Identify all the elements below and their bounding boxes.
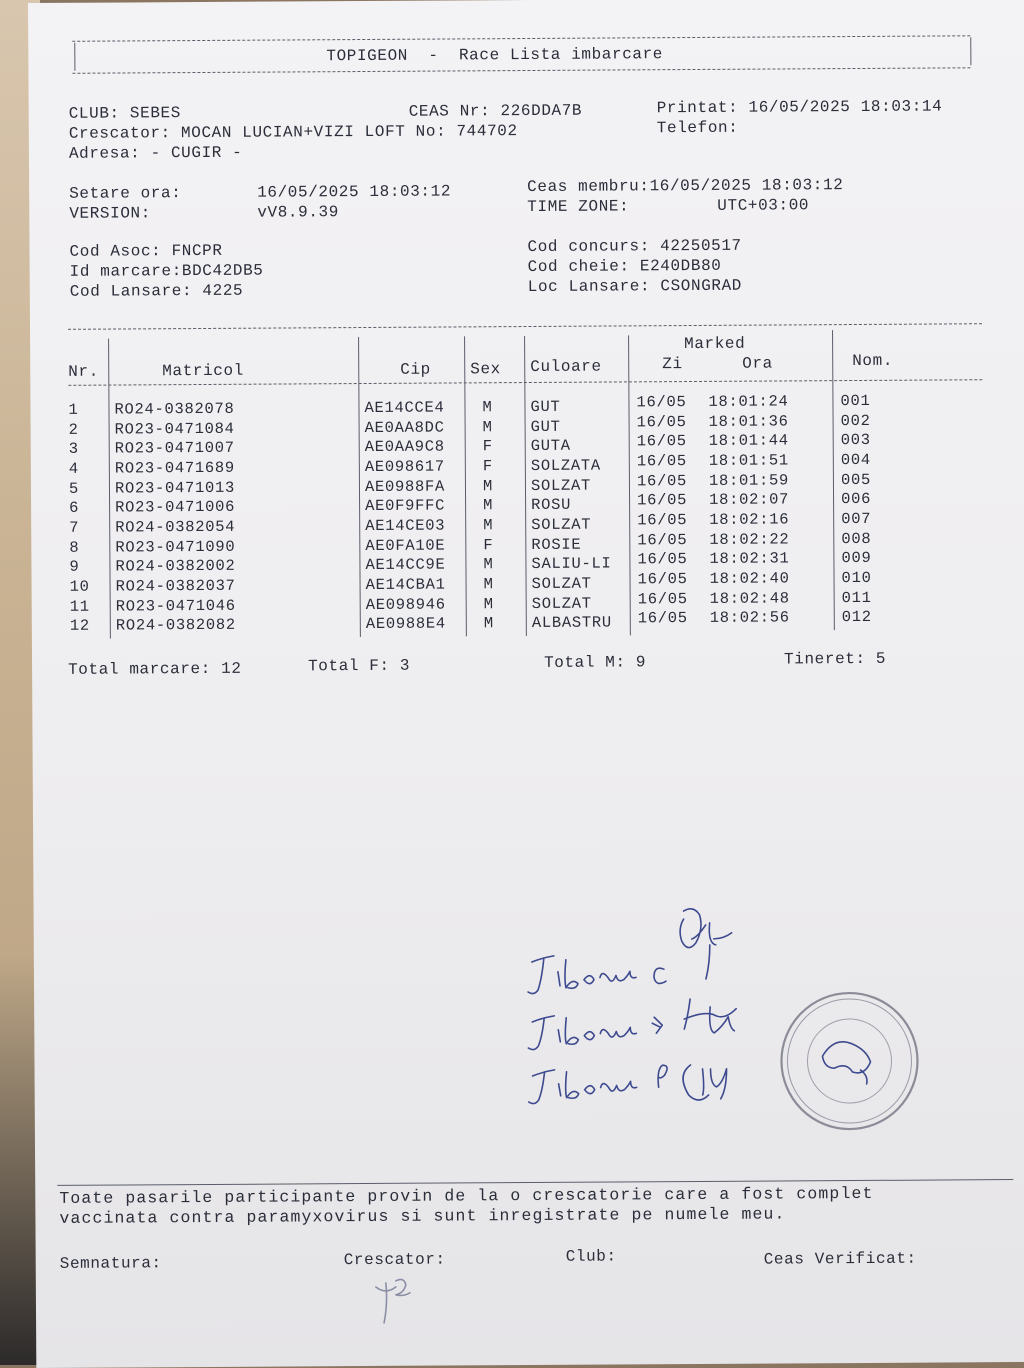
cell-cip: AE098617 (364, 457, 445, 476)
cell-nom: 009 (841, 549, 872, 568)
club-signature-label: Club: (565, 1247, 617, 1266)
header-nr: Nr. (68, 362, 99, 381)
cell-nom: 011 (841, 588, 872, 607)
table-header-top-rule (68, 323, 982, 330)
cell-nom: 007 (841, 509, 872, 528)
cell-matricol: RO24-0382002 (115, 556, 236, 576)
cell-sex: M (482, 476, 494, 495)
cell-matricol: RO23-0471013 (114, 478, 236, 498)
cell-cip: AE0FA10E (365, 536, 446, 555)
marking-id: Id marcare:BDC42DB5 (69, 261, 264, 281)
cell-sex: M (482, 398, 493, 417)
printed-date: Printat: 16/05/2025 18:03:14 (656, 97, 943, 118)
time-setting-label: Setare ora: (69, 184, 182, 203)
cell-nr: 9 (69, 557, 80, 576)
cell-sex: M (483, 555, 494, 574)
cell-nom: 006 (841, 490, 872, 509)
cell-cip: AE0AA8DC (364, 418, 445, 437)
cell-nr: 12 (69, 616, 90, 635)
cell-nom: 008 (841, 529, 872, 548)
cell-sex: M (483, 496, 494, 515)
cell-ora: 18:02:56 (709, 608, 790, 628)
cell-matricol: RO24-0382054 (115, 517, 236, 537)
cell-ora: 18:02:40 (709, 569, 790, 588)
cell-matricol: RO23-0471084 (114, 419, 235, 439)
cell-cip: AE0988E4 (365, 614, 446, 634)
version-label: VERSION: (69, 204, 151, 223)
association-code: Cod Asoc: FNCPR (69, 241, 223, 261)
cell-cip: AE0F9FFC (365, 496, 446, 516)
cell-nom: 002 (840, 411, 871, 430)
cell-cip: AE14CBA1 (365, 575, 446, 594)
signature-label: Semnatura: (59, 1254, 162, 1273)
total-marked: Total marcare: 12 (68, 659, 242, 679)
cell-culoare: GUT (530, 417, 561, 436)
cell-nr: 10 (69, 577, 90, 596)
cell-ora: 18:01:51 (708, 451, 789, 470)
cell-nom: 001 (840, 391, 871, 411)
title-top-rule (72, 35, 970, 41)
cell-matricol: RO24-0382078 (114, 399, 235, 419)
release-code: Cod Lansare: 4225 (69, 281, 244, 301)
cell-nr: 1 (68, 400, 79, 419)
cell-sex: F (483, 535, 494, 554)
release-location: Loc Lansare: CSONGRAD (527, 276, 743, 297)
cell-zi: 16/05 (636, 412, 687, 431)
header-cip: Cip (400, 360, 431, 379)
cell-sex: M (483, 575, 494, 594)
cell-nom: 004 (840, 450, 871, 470)
cell-zi: 16/05 (637, 530, 688, 549)
cell-sex: F (482, 457, 493, 476)
cell-nr: 6 (69, 499, 80, 518)
cell-ora: 18:01:24 (708, 392, 789, 411)
cell-zi: 16/05 (636, 393, 687, 412)
cell-sex: M (483, 614, 494, 633)
cell-nr: 11 (69, 597, 90, 616)
race-code: Cod concurs: 42250517 (527, 236, 742, 257)
cell-zi: 16/05 (636, 451, 687, 471)
cell-culoare: SALIU-LI (531, 554, 612, 574)
cell-zi: 16/05 (636, 432, 687, 451)
cell-ora: 18:02:48 (709, 588, 790, 608)
cell-matricol: RO23-0471090 (115, 537, 236, 557)
cell-cip: AE0AA9C8 (364, 437, 445, 457)
breeder-label: Crescator: (343, 1250, 446, 1270)
version-value: vV8.9.39 (257, 203, 339, 222)
cell-cip: AE14CC9E (365, 555, 446, 575)
breeder-line: Crescator: MOCAN LUCIAN+VIZI LOFT No: 744702 (68, 122, 518, 143)
cell-matricol: RO23-0471006 (115, 498, 236, 517)
vaccination-statement-line2: vaccinata contra paramyxovirus si sunt inregistrate pe numele meu. (59, 1204, 786, 1228)
cell-culoare: GUT (530, 397, 561, 416)
cell-sex: M (482, 417, 493, 436)
cell-zi: 16/05 (637, 609, 688, 628)
cell-matricol: RO23-0471689 (114, 458, 235, 478)
cell-zi: 16/05 (637, 550, 688, 569)
cell-culoare: ROSU (531, 495, 572, 515)
cell-zi: 16/05 (637, 510, 688, 530)
cell-cip: AE098946 (365, 595, 446, 614)
cell-ora: 18:02:16 (709, 510, 790, 529)
handwritten-signatures (513, 899, 774, 1131)
title-left-bar (74, 43, 75, 71)
clock-number: CEAS Nr: 226DDA7B (408, 101, 583, 121)
cell-sex: M (483, 516, 494, 535)
cell-cip: AE14CCE4 (364, 398, 445, 418)
header-marked: Marked (684, 334, 746, 354)
cell-matricol: RO24-0382037 (115, 576, 236, 596)
cell-nr: 2 (68, 420, 79, 439)
title-right-bar (970, 37, 971, 65)
club-stamp (774, 986, 925, 1137)
phone-label: Telefon: (656, 118, 739, 138)
cell-sex: M (483, 594, 494, 613)
time-zone-label: TIME ZONE: (527, 197, 630, 217)
clock-verified-label: Ceas Verificat: (763, 1249, 917, 1269)
cell-matricol: RO24-0382082 (115, 615, 236, 635)
title-bottom-rule (72, 67, 970, 73)
cell-zi: 16/05 (637, 491, 688, 510)
cell-culoare: SOLZAT (531, 574, 592, 593)
cell-zi: 16/05 (637, 589, 688, 608)
time-setting-value: 16/05/2025 18:03:12 (257, 182, 452, 202)
cell-ora: 18:02:07 (709, 490, 790, 510)
vaccination-statement-line1: Toate pasarile participante provin de la o crescatorie care a fost complet (59, 1183, 874, 1208)
cell-nr: 8 (69, 538, 80, 557)
cell-nom: 010 (841, 568, 872, 587)
cell-culoare: SOLZAT (530, 476, 592, 495)
time-zone-value: UTC+03:00 (717, 196, 810, 215)
cell-zi: 16/05 (636, 471, 688, 490)
address-line: Adresa: - CUGIR - (68, 143, 243, 163)
cell-ora: 18:01:59 (708, 471, 790, 490)
cell-nr: 5 (68, 479, 80, 498)
cell-culoare: ALBASTRU (531, 613, 612, 633)
total-young: Tineret: 5 (783, 649, 887, 669)
cell-culoare: SOLZAT (531, 594, 592, 613)
header-culoare: Culoare (530, 357, 602, 376)
cell-cip: AE0988FA (364, 477, 446, 496)
cell-ora: 18:01:44 (708, 431, 789, 451)
printed-sheet (28, 0, 1024, 1368)
document-title: TOPIGEON - Race Lista imbarcare (326, 45, 664, 66)
cell-nr: 4 (68, 459, 79, 478)
header-ora: Ora (742, 354, 773, 373)
cell-ora: 18:02:22 (709, 529, 790, 549)
header-matricol: Matricol (162, 361, 244, 381)
cell-nom: 005 (840, 470, 872, 489)
member-clock: Ceas membru:16/05/2025 18:03:12 (527, 176, 844, 197)
cell-culoare: ROSIE (531, 535, 582, 554)
column-divider (628, 335, 631, 635)
cell-nr: 3 (68, 440, 79, 459)
header-sex: Sex (470, 360, 501, 379)
cell-nom: 003 (840, 431, 871, 450)
club-label: CLUB: SEBES (68, 104, 181, 123)
total-male: Total M: 9 (543, 653, 647, 672)
header-nom: Nom. (852, 351, 894, 371)
cell-culoare: SOLZATA (530, 456, 601, 475)
total-female: Total F: 3 (308, 656, 411, 676)
header-zi: Zi (662, 355, 683, 374)
cell-nom: 012 (841, 608, 872, 627)
cell-culoare: SOLZAT (531, 515, 592, 534)
key-code: Cod cheie: E240DB80 (527, 256, 722, 277)
cell-ora: 18:01:36 (708, 412, 789, 431)
cell-matricol: RO23-0471046 (115, 596, 236, 616)
cell-sex: F (482, 437, 493, 456)
cell-matricol: RO23-0471007 (114, 439, 235, 458)
breeder-signature (366, 1273, 436, 1333)
column-divider (832, 330, 835, 630)
cell-zi: 16/05 (637, 569, 688, 589)
cell-culoare: GUTA (530, 437, 571, 456)
cell-cip: AE14CE03 (365, 516, 446, 535)
cell-ora: 18:02:31 (709, 549, 790, 569)
cell-nr: 7 (69, 518, 80, 537)
